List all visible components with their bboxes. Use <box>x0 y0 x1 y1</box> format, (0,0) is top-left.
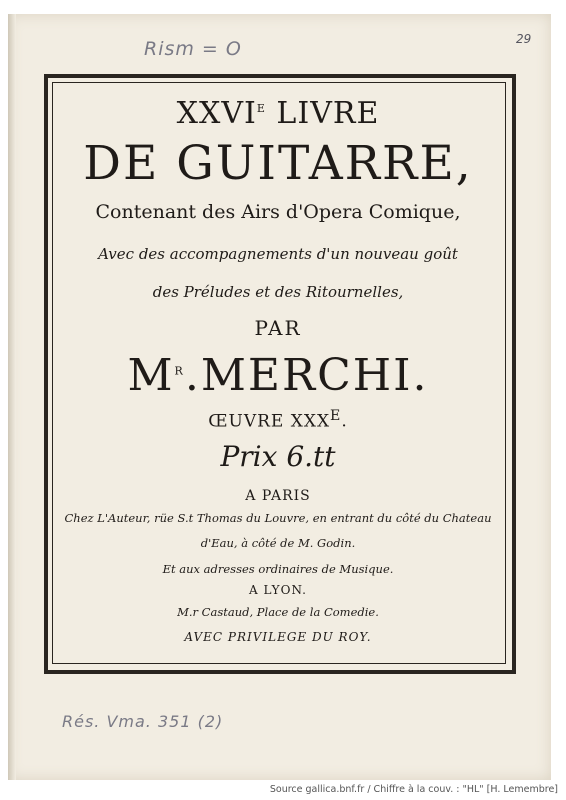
handwritten-shelfmark: Rés. Vma. 351 (2) <box>62 712 224 731</box>
source-footer: Source gallica.bnf.fr / Chiffre à la couv. : "HL" [H. Lemembre] <box>269 784 558 795</box>
opus-main: ŒUVRE XXX <box>208 411 331 432</box>
title-privilege: AVEC PRIVILEGE DU ROY. <box>184 630 372 644</box>
composer-prefix: M <box>127 350 175 401</box>
title-composer <box>52 350 504 401</box>
composer-name: .MERCHI. <box>184 350 429 401</box>
title-paris: A PARIS <box>245 488 311 504</box>
title-guitarre: DE GUITARRE, <box>83 136 473 191</box>
handwritten-page-number: 29 <box>516 32 532 46</box>
opus-dot: . <box>341 411 348 432</box>
title-book-number <box>52 96 504 131</box>
title-contents: Contenant des Airs d'Opera Comique, <box>95 201 461 223</box>
title-address-3: Et aux adresses ordinaires de Musique. <box>162 562 394 576</box>
title-preludes: des Préludes et des Ritournelles, <box>152 283 404 301</box>
title-address-1: Chez L'Auteur, rüe S.t Thomas du Louvre, en entrant du côté du Chateau <box>64 511 492 525</box>
title-price: Prix 6.tt <box>220 440 336 473</box>
title-lyon-address: M.r Castaud, Place de la Comedie. <box>177 605 379 619</box>
title-accompaniments: Avec des accompagnements d'un nouveau goût <box>98 245 458 263</box>
opus-sup: E <box>330 408 342 424</box>
book-number-livre: LIVRE <box>265 96 380 131</box>
title-address-2: d'Eau, à côté de M. Godin. <box>200 536 356 550</box>
book-number-roman: XXVI <box>176 96 257 131</box>
title-lyon: A LYON. <box>249 583 307 597</box>
book-number-sup: E <box>256 102 266 115</box>
composer-sup: R <box>174 364 185 378</box>
handwritten-rism-note: Rism = O <box>144 38 242 60</box>
title-par: PAR <box>254 316 302 340</box>
title-opus <box>52 408 504 432</box>
page-binding-shadow <box>8 14 16 780</box>
